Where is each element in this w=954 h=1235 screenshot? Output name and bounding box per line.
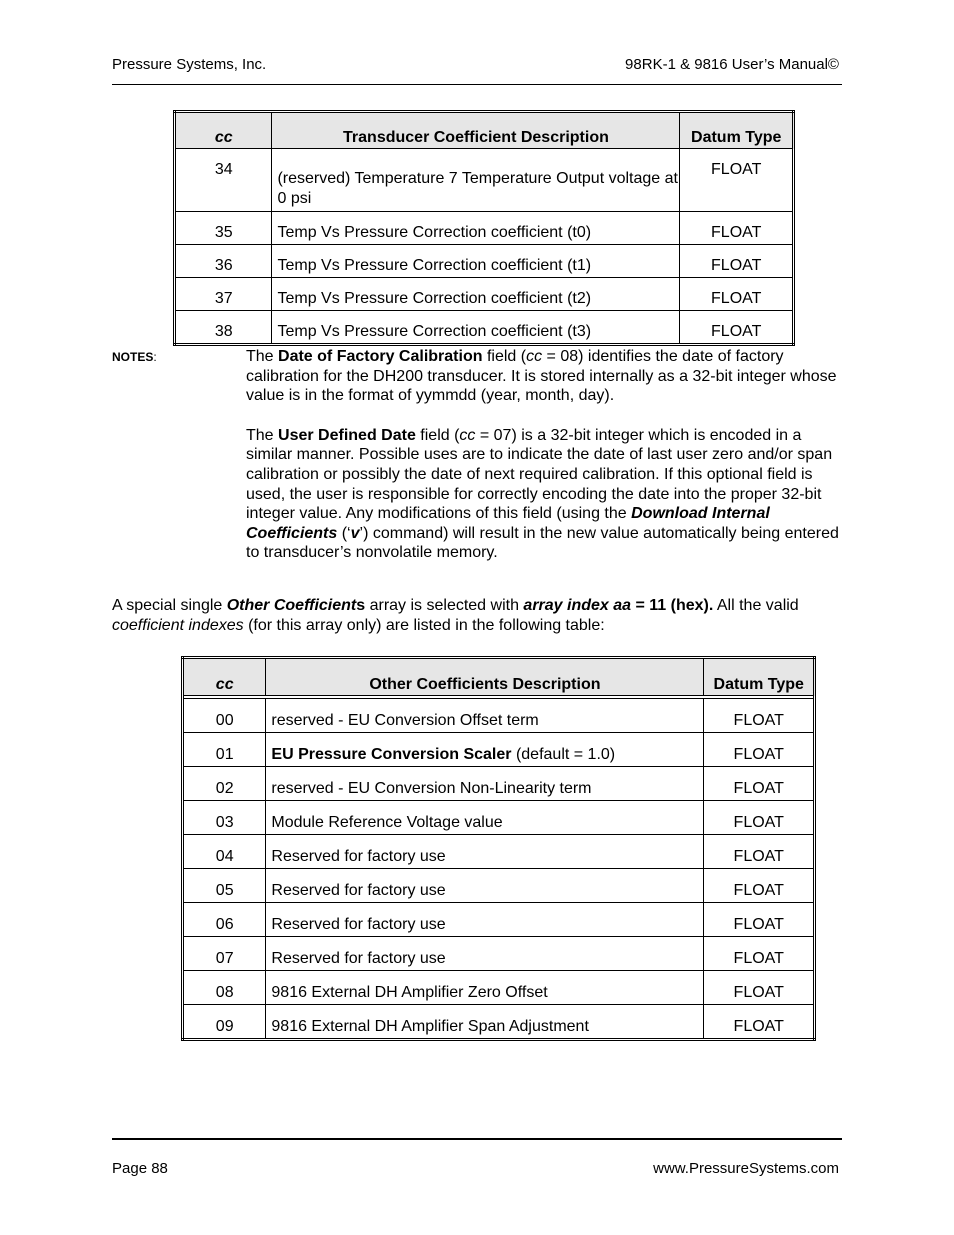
cell-datum-type: FLOAT xyxy=(704,1005,815,1040)
cell-description: Module Reference Voltage value xyxy=(266,801,704,835)
header-rule xyxy=(112,84,842,85)
header-company: Pressure Systems, Inc. xyxy=(112,56,267,73)
column-header-description: Other Coefficients Description xyxy=(266,658,704,696)
cell-cc: 03 xyxy=(183,801,266,835)
cell-description: Temp Vs Pressure Correction coefficient (t2) xyxy=(272,278,680,311)
cell-datum-type: FLOAT xyxy=(704,971,815,1005)
column-header-cc: cc xyxy=(175,112,272,149)
cell-cc: 07 xyxy=(183,937,266,971)
table-row xyxy=(175,245,794,278)
header-manual-title: 98RK-1 & 9816 User’s Manual© xyxy=(625,56,839,73)
table-row xyxy=(175,311,794,345)
column-header-cc: cc xyxy=(183,658,266,696)
column-header-description: Transducer Coefficient Description xyxy=(272,112,680,149)
cell-cc: 05 xyxy=(183,869,266,903)
cell-datum-type: FLOAT xyxy=(680,278,794,311)
cell-description: 9816 External DH Amplifier Zero Offset xyxy=(266,971,704,1005)
table-row xyxy=(175,278,794,311)
cell-cc: 02 xyxy=(183,767,266,801)
cell-cc: 04 xyxy=(183,835,266,869)
table-row xyxy=(175,149,794,212)
table-row xyxy=(183,801,815,835)
cell-cc: 09 xyxy=(183,1005,266,1040)
table-row xyxy=(183,699,815,733)
cell-datum-type: FLOAT xyxy=(704,699,815,733)
cell-description: Temp Vs Pressure Correction coefficient (t0) xyxy=(272,212,680,245)
column-header-datum-type: Datum Type xyxy=(704,658,815,696)
cell-datum-type: FLOAT xyxy=(680,212,794,245)
table-row xyxy=(183,971,815,1005)
cell-cc: 38 xyxy=(175,311,272,345)
cell-cc: 34 xyxy=(175,149,272,212)
table-row xyxy=(183,937,815,971)
table-row xyxy=(183,835,815,869)
notes-body xyxy=(246,347,846,583)
cell-cc: 37 xyxy=(175,278,272,311)
cell-cc: 36 xyxy=(175,245,272,278)
cell-datum-type: FLOAT xyxy=(704,835,815,869)
notes-label: NOTES: xyxy=(112,350,157,364)
table-row xyxy=(175,212,794,245)
cell-datum-type: FLOAT xyxy=(680,149,794,212)
cell-cc: 08 xyxy=(183,971,266,1005)
table-row xyxy=(183,767,815,801)
table-row xyxy=(183,733,815,767)
table-row xyxy=(183,869,815,903)
table-header-row xyxy=(183,658,815,696)
cell-description: Temp Vs Pressure Correction coefficient (t3) xyxy=(272,311,680,345)
cell-description: (reserved) Temperature 7 Temperature Output voltage at 0 psi xyxy=(272,149,680,212)
cell-datum-type: FLOAT xyxy=(704,937,815,971)
cell-datum-type: FLOAT xyxy=(680,245,794,278)
cell-datum-type: FLOAT xyxy=(704,903,815,937)
cell-datum-type: FLOAT xyxy=(680,311,794,345)
cell-datum-type: FLOAT xyxy=(704,801,815,835)
note-user-defined-date: The User Defined Date field (cc = 07) is a 32-bit integer which is encoded in a similar manner. Possible uses are to indicate the date of last user zero and/or span calibration or possibly the date of next required calibration. If this optional field is used, the user is responsible for correctly encoding the date into the proper 32-bit integer value. Any modifications of this field (using the Download Internal Coefficients (‘v’) command) will result in the new value automatically being entered to transducer’s nonvolatile memory. xyxy=(246,426,839,562)
table-row xyxy=(183,903,815,937)
cell-description: Reserved for factory use xyxy=(266,869,704,903)
cell-datum-type: FLOAT xyxy=(704,733,815,767)
table-row xyxy=(183,1005,815,1040)
cell-datum-type: FLOAT xyxy=(704,869,815,903)
other-coefficients-table xyxy=(181,656,816,1041)
table-header-row xyxy=(175,112,794,149)
transducer-coefficient-table xyxy=(173,110,795,346)
cell-description: Reserved for factory use xyxy=(266,835,704,869)
cell-cc: 35 xyxy=(175,212,272,245)
cell-datum-type: FLOAT xyxy=(704,767,815,801)
footer-website: www.PressureSystems.com xyxy=(653,1160,839,1177)
other-coefficients-paragraph: A special single Other Coefficients array is selected with array index aa = 11 (hex). All the valid coefficient indexes (for this array only) are listed in the following table: xyxy=(112,597,799,634)
cell-description: EU Pressure Conversion Scaler (default = 1.0) xyxy=(266,733,704,767)
note-factory-calibration: The Date of Factory Calibration field (cc = 08) identifies the date of factory calibration for the DH200 transducer. It is stored internally as a 32-bit integer whose value is in the format of yymmdd (year, month, day). xyxy=(246,348,837,405)
cell-cc: 00 xyxy=(183,699,266,733)
cell-description: Temp Vs Pressure Correction coefficient (t1) xyxy=(272,245,680,278)
page-number: Page 88 xyxy=(112,1160,168,1177)
cell-description: Reserved for factory use xyxy=(266,937,704,971)
cell-cc: 06 xyxy=(183,903,266,937)
cell-description: reserved - EU Conversion Non-Linearity term xyxy=(266,767,704,801)
cell-description: Reserved for factory use xyxy=(266,903,704,937)
column-header-datum-type: Datum Type xyxy=(680,112,794,149)
cell-description: reserved - EU Conversion Offset term xyxy=(266,699,704,733)
cell-description: 9816 External DH Amplifier Span Adjustment xyxy=(266,1005,704,1040)
footer-rule xyxy=(112,1138,842,1140)
cell-cc: 01 xyxy=(183,733,266,767)
